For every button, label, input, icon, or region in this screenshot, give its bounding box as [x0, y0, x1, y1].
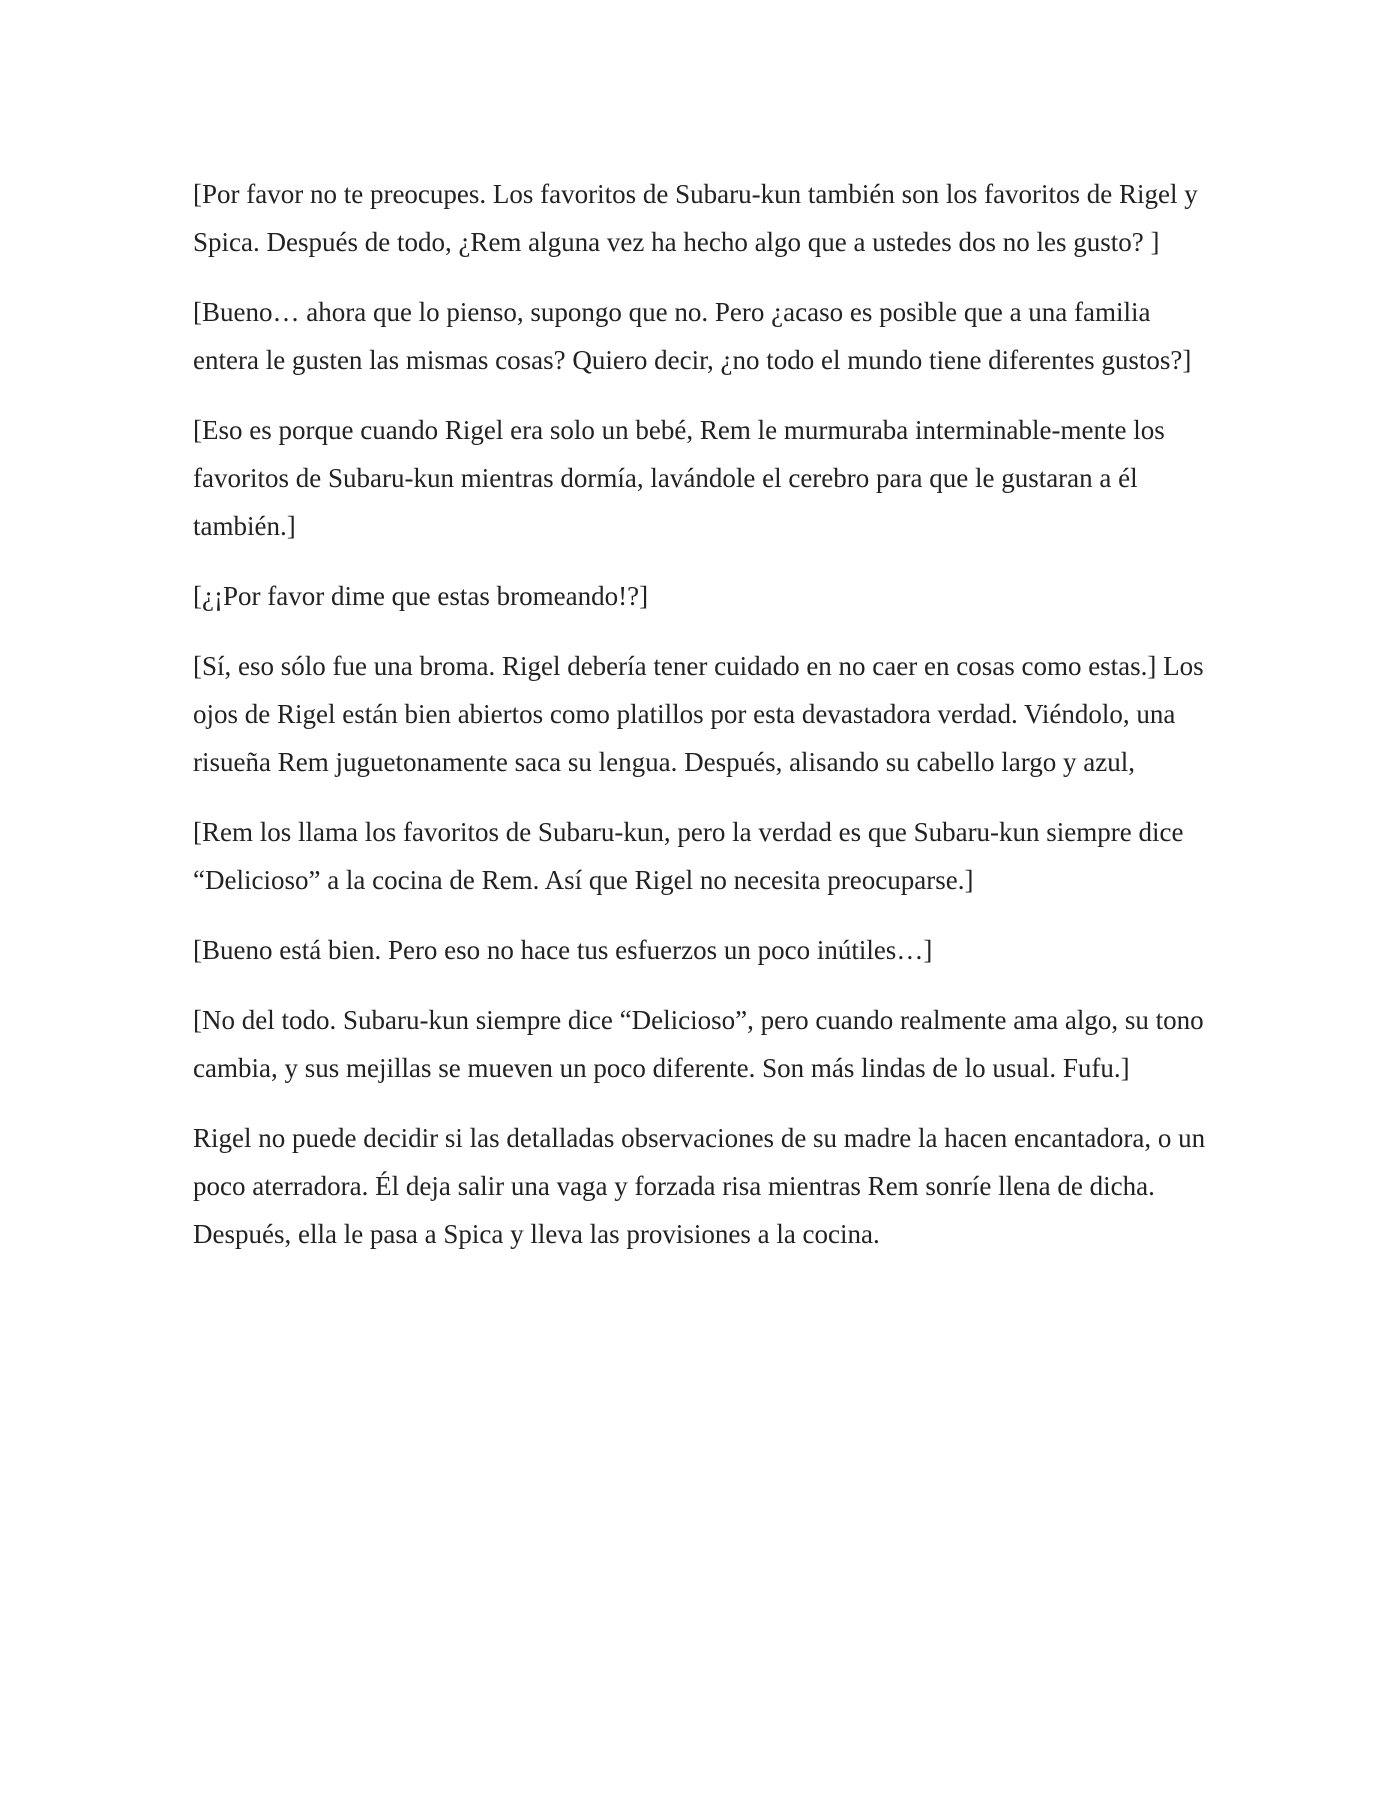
paragraph-3: [Eso es porque cuando Rigel era solo un bebé, Rem le murmuraba interminable-mente los favoritos de Subaru-kun mientras dormía, lavándole el cerebro para que le gustaran a él también.] [193, 415, 1165, 541]
paragraph-5: [Sí, eso sólo fue una broma. Rigel debería tener cuidado en no caer en cosas como estas.] Los ojos de Rigel están bien abiertos como platillos por esta devastadora verdad. Viéndolo, una risueña Rem juguetonamente saca su lengua. Después, alisando su cabello largo y azul, [193, 651, 1204, 777]
document-body [193, 170, 1213, 1280]
paragraph-8: [No del todo. Subaru-kun siempre dice “Delicioso”, pero cuando realmente ama algo, su tono cambia, y sus mejillas se mueven un poco diferente. Son más lindas de lo usual. Fufu.] [193, 1005, 1204, 1083]
paragraph-6: [Rem los llama los favoritos de Subaru-kun, pero la verdad es que Subaru-kun siempre dice “Delicioso” a la cocina de Rem. Así que Rigel no necesita preocuparse.] [193, 817, 1184, 895]
paragraph-2: [Bueno… ahora que lo pienso, supongo que no. Pero ¿acaso es posible que a una familia entera le gusten las mismas cosas? Quiero decir, ¿no todo el mundo tiene diferentes gustos?] [193, 297, 1192, 375]
paragraph-4: [¿¡Por favor dime que estas bromeando!?] [193, 581, 649, 611]
paragraph-9: Rigel no puede decidir si las detalladas observaciones de su madre la hacen encantadora, o un poco aterradora. Él deja salir una vaga y forzada risa mientras Rem sonríe llena de dicha. Después, ella le pasa a Spica y lleva las provisiones a la cocina. [193, 1123, 1206, 1249]
paragraph-1: [Por favor no te preocupes. Los favoritos de Subaru-kun también son los favoritos de Rigel y Spica. Después de todo, ¿Rem alguna vez ha hecho algo que a ustedes dos no les gusto? ] [193, 179, 1198, 257]
paragraph-7: [Bueno está bien. Pero eso no hace tus esfuerzos un poco inútiles…] [193, 935, 933, 965]
